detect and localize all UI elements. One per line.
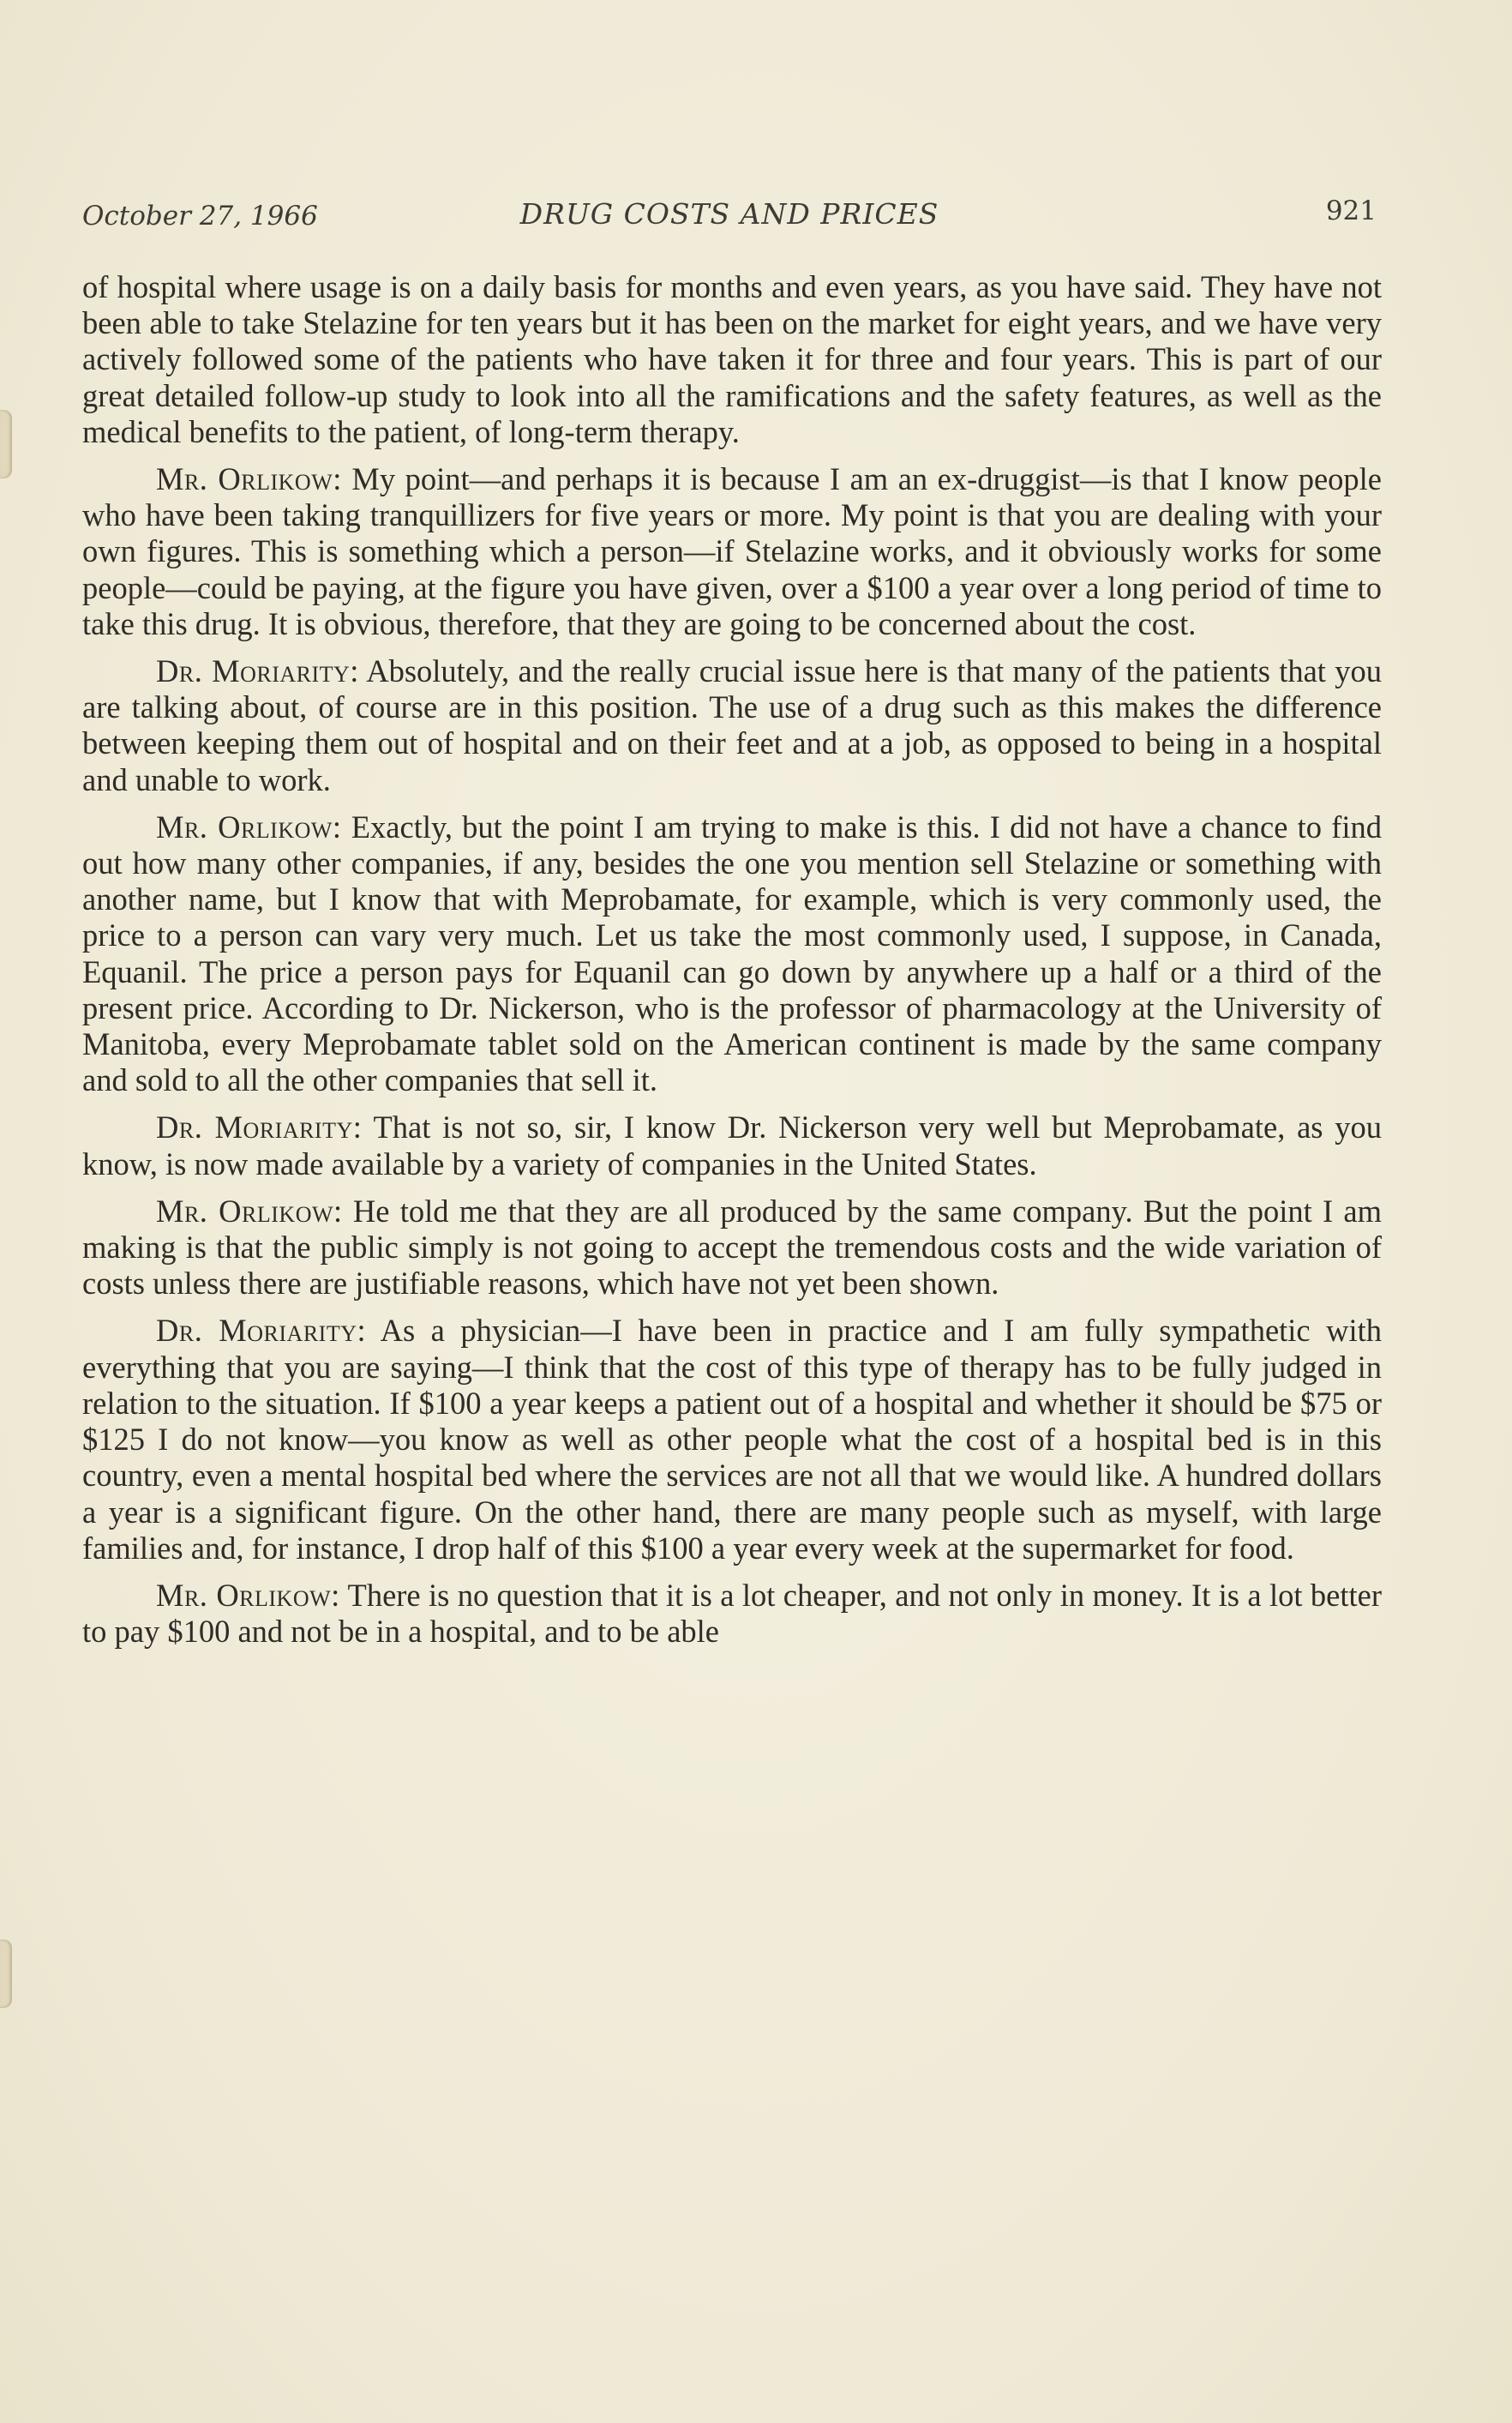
transcript-body <box>82 269 1382 1661</box>
binding-hole-bottom <box>0 1939 12 2008</box>
paragraph <box>82 653 1382 798</box>
binding-hole-top <box>0 410 12 478</box>
paragraph-text: That is not so, sir, I know Dr. Nickerson very well but Meprobamate, as you know, is now made available by a variety of companies in the United States. <box>82 1109 1382 1181</box>
speaker-name: Mr. Orlikow: <box>156 1193 343 1229</box>
speaker-name: Mr. Orlikow: <box>156 461 342 497</box>
speaker-name: Dr. Moriarity: <box>156 1109 363 1145</box>
speaker-name: Dr. Moriarity: <box>156 653 359 689</box>
paragraph-text: He told me that they are all produced by the same company. But the point I am making is that the public simply is not going to accept the tremendous costs and the wide variation of costs unless there are justifiable reasons, which have not yet been shown. <box>82 1193 1382 1302</box>
paragraph <box>82 461 1382 642</box>
header-title: DRUG COSTS AND PRICES <box>519 197 939 231</box>
paragraph <box>82 1313 1382 1566</box>
running-header <box>82 195 1377 247</box>
paragraph-text: As a physician—I have been in practice and I am fully sympathetic with everything that you are saying—I think that the cost of this type of therapy has to be fully judged in relation to the situation. If $100 a year keeps a patient out of a hospital and whether it should be $75 or $125 I do not know—you know as well as other people what the cost of a hospital bed is in this country, even a mental hospital bed where the services are not all that we would like. A hundred dollars a year is a significant figure. On the other hand, there are many people such as myself, with large families and, for instance, I drop half of this $100 a year every week at the supermarket for food. <box>82 1313 1382 1566</box>
paragraph-text: My point—and perhaps it is because I am an ex-druggist—is that I know people who have been taking tranquillizers for five years or more. My point is that you are dealing with your own figures. This is something which a person—if Stelazine works, and it obviously works for some people—could be paying, at the figure you have given, over a $100 a year over a long period of time to take this drug. It is obvious, therefore, that they are going to be concerned about the cost. <box>82 461 1383 641</box>
speaker-name: Dr. Moriarity: <box>156 1313 367 1349</box>
paragraph-text: Exactly, but the point I am trying to make is this. I did not have a chance to find out how many other companies, if any, besides the one you mention sell Stelazine or something with another name, but I know that with Meprobamate, for example, which is very commonly used, the price to a person can vary very much. Let us take the most commonly used, I suppose, in Canada, Equanil. The price a person pays for Equanil can go down by anywhere up a half or a third of the present price. According to Dr. Nickerson, who is the professor of pharmacology at the University of Manitoba, every Meprobamate tablet sold on the American continent is made by the same company and sold to all the other companies that sell it. <box>82 809 1382 1098</box>
paragraph <box>82 1109 1382 1181</box>
paragraph <box>82 269 1382 450</box>
paragraph-text: of hospital where usage is on a daily basis for months and even years, as you have said. They have not been able to take Stelazine for ten years but it has been on the market for eight years, and we have very actively followed some of the patients who have taken it for three and four years. This is part of our great detailed follow-up study to look into all the ramifications and the safety features, as well as the medical benefits to the patient, of long-term therapy. <box>82 269 1382 449</box>
paragraph <box>82 1193 1382 1302</box>
paragraph-text: Absolutely, and the really crucial issue here is that many of the patients that you are talking about, of course are in this position. The use of a drug such as this makes the difference between keeping them out of hospital and on their feet and at a job, as opposed to being in a hospital and unable to work. <box>82 653 1382 797</box>
page-number: 921 <box>1325 195 1377 226</box>
speaker-name: Mr. Orlikow: <box>156 809 342 845</box>
paragraph <box>82 1578 1382 1650</box>
paragraph <box>82 809 1382 1099</box>
paragraph-text: There is no question that it is a lot cheaper, and not only in money. It is a lot better to pay $100 and not be in a hospital, and to be able <box>82 1577 1382 1650</box>
header-date: October 27, 1966 <box>82 201 318 231</box>
speaker-name: Mr. Orlikow: <box>156 1577 340 1613</box>
